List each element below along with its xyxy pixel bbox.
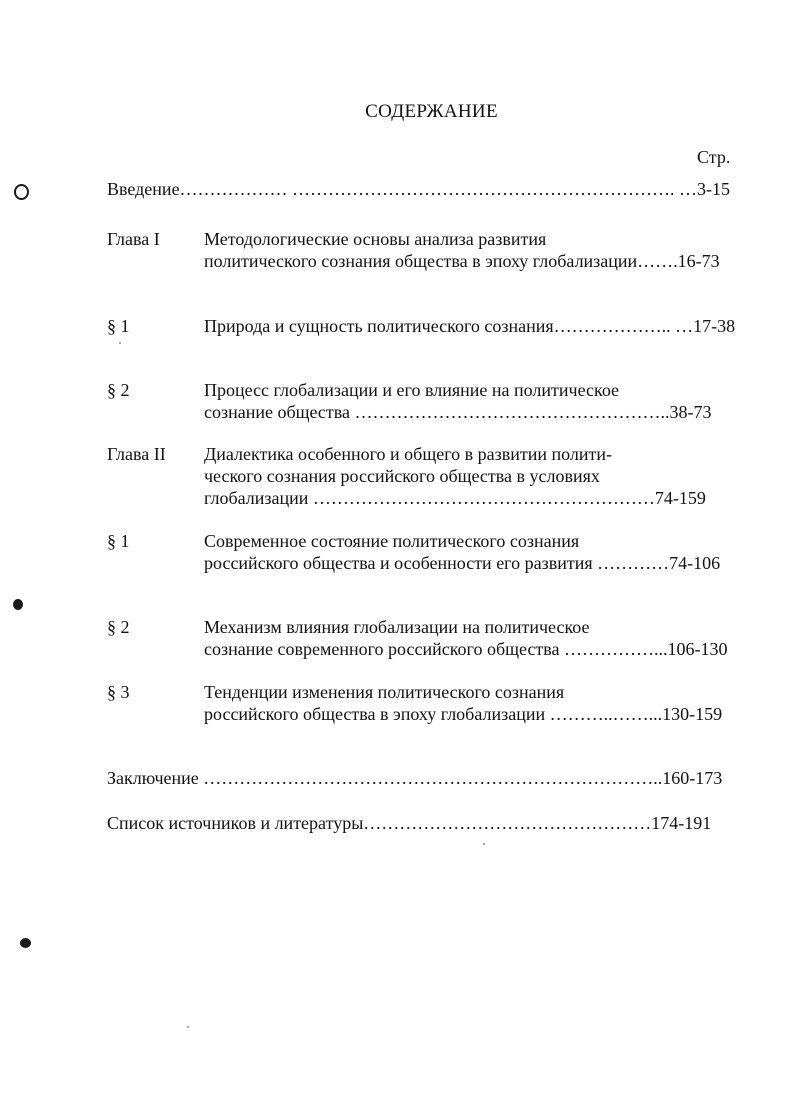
page-column-header: Стр. (697, 147, 731, 167)
toc-chapter2-title-line1: Диалектика особенного и общего в развитии полити- (204, 444, 612, 464)
binder-hole-mark-bottom (20, 938, 31, 948)
toc-ch1-s2-title-line1: Процесс глобализации и его влияние на политическое (204, 380, 620, 400)
toc-chapter1-label: Глава I (107, 229, 160, 249)
page-title: СОДЕРЖАНИЕ (365, 101, 498, 122)
toc-entry-intro: Введение……………… ………………………………………………………. …3-15 (107, 179, 731, 199)
toc-chapter2-title-line2: ческого сознания российского общества в условиях (204, 466, 600, 486)
toc-ch2-s3-title-line2: российского общества в эпоху глобализации ………..……...130-159 (204, 704, 723, 724)
toc-ch2-s1-title-line1: Современное состояние политического сознания (204, 531, 580, 551)
toc-ch1-s1-label: § 1 (107, 316, 130, 336)
toc-entry-sources: Список источников и литературы…………………………………………174-191 (107, 813, 712, 833)
scan-speck (187, 1026, 189, 1028)
toc-ch2-s1-label: § 1 (107, 531, 130, 551)
toc-ch1-s1-title: Природа и сущность политического сознания……………….. …17-38 (204, 316, 736, 336)
binder-hole-mark-top (14, 184, 29, 200)
binder-hole-mark-middle (13, 599, 23, 610)
toc-chapter2-title-line3: глобализации …………………………………………………74-159 (204, 488, 706, 508)
scan-speck (119, 342, 121, 344)
toc-chapter1-title-line1: Методологические основы анализа развития (204, 229, 547, 249)
toc-chapter2-label: Глава II (107, 444, 166, 464)
toc-chapter1-title-line2: политического сознания общества в эпоху глобализации…….16-73 (204, 251, 720, 271)
toc-ch1-s2-label: § 2 (107, 380, 130, 400)
toc-ch2-s3-label: § 3 (107, 682, 130, 702)
toc-ch2-s3-title-line1: Тенденции изменения политического сознания (204, 682, 565, 702)
toc-ch2-s2-title-line1: Механизм влияния глобализации на политическое (204, 617, 590, 637)
toc-ch2-s2-label: § 2 (107, 617, 130, 637)
toc-ch2-s1-title-line2: российского общества и особенности его развития …………74-106 (204, 553, 721, 573)
scan-speck (483, 843, 485, 845)
toc-entry-conclusion: Заключение …………………………………………………………………..160-173 (107, 768, 723, 788)
toc-ch1-s2-title-line2: сознание общества ……………………………………………..38-73 (204, 402, 712, 422)
toc-ch2-s2-title-line2: сознание современного российского общества ……………...106-130 (204, 639, 728, 659)
